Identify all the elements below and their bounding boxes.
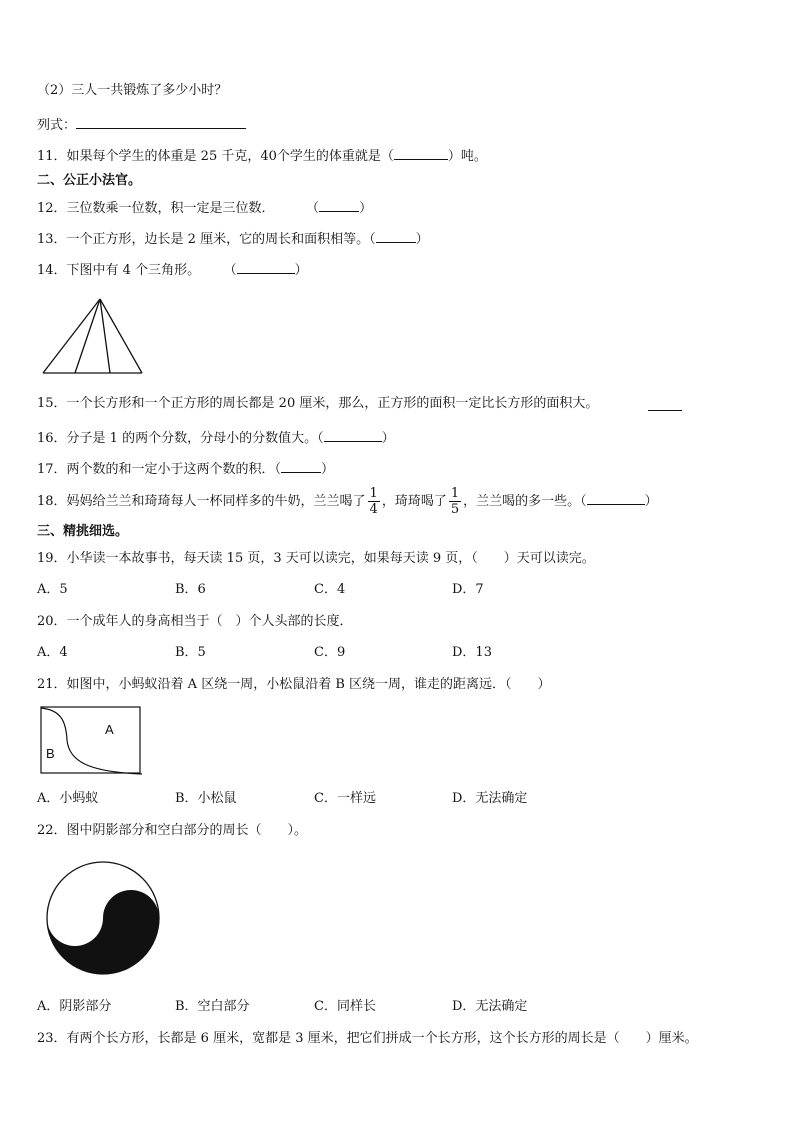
- question-17-text: 17．两个数的和一定小于这两个数的积．（: [37, 462, 282, 477]
- fraction-one-quarter: [368, 486, 380, 517]
- question-17-close: ）: [321, 462, 335, 477]
- q21-option-a[interactable]: A．小蚂蚁: [37, 791, 99, 806]
- section-3-title: 三、精挑细选。: [37, 524, 129, 539]
- region-label-a: A: [105, 722, 114, 737]
- question-14-close: ）: [294, 263, 308, 278]
- q21-option-b[interactable]: B．小松鼠: [175, 791, 237, 806]
- region-figure: [40, 706, 144, 776]
- triangle-inner-line-2: [100, 299, 110, 373]
- q21-option-d[interactable]: D．无法确定: [452, 791, 528, 806]
- question-16-text: 16．分子是 1 的两个分数，分母小的分数值大。（: [37, 431, 324, 446]
- fraction-1-denominator: 4: [369, 502, 378, 517]
- region-divider-curve: [41, 708, 142, 774]
- question-20: 20．一个成年人的身高相当于（ ）个人头部的长度．: [37, 614, 353, 629]
- triangle-left-side: [43, 299, 100, 373]
- q20-option-a[interactable]: A．4: [37, 645, 68, 660]
- shaded-circle-figure: [45, 860, 161, 976]
- question-19: 19．小华读一本故事书，每天读 15 页，3 天可以读完，如果每天读 9 页，（ ）天可以读完。: [37, 551, 595, 566]
- question-17-blank[interactable]: [281, 458, 321, 473]
- triangle-inner-line-1: [75, 299, 100, 373]
- question-18-close: ）: [644, 494, 658, 509]
- question-13-close: ）: [415, 232, 429, 247]
- question-18-part2: ，琦琦喝了: [381, 494, 447, 509]
- question-16-blank[interactable]: [324, 427, 382, 442]
- q20-option-c[interactable]: C．9: [314, 645, 346, 660]
- q19-option-b[interactable]: B．6: [175, 582, 206, 597]
- question-11-text: 11．如果每个学生的体重是 25 千克，40个学生的体重就是（: [37, 149, 394, 164]
- q19-option-c[interactable]: C．4: [314, 582, 346, 597]
- question-12-close: ）: [359, 201, 373, 216]
- question-14: [37, 259, 308, 280]
- question-16: [37, 427, 395, 448]
- question-11-blank[interactable]: [394, 145, 448, 160]
- triangle-figure: [40, 296, 148, 376]
- q22-option-a[interactable]: A．阴影部分: [37, 999, 112, 1014]
- question-15: 15．一个长方形和一个正方形的周长都是 20 厘米，那么，正方形的面积一定比长方形的面积大。: [37, 396, 599, 411]
- formula-label: 列式：: [37, 118, 77, 133]
- question-14-blank[interactable]: [237, 259, 295, 274]
- question-12-blank[interactable]: [319, 197, 359, 212]
- question-12: [37, 197, 372, 218]
- region-label-b: B: [46, 746, 55, 761]
- question-14-open: （: [230, 263, 237, 278]
- question-18-blank[interactable]: [587, 490, 645, 505]
- fraction-one-fifth: [449, 486, 461, 517]
- question-13-blank[interactable]: [376, 228, 416, 243]
- question-12-open: （: [312, 201, 320, 216]
- question-13: [37, 228, 429, 249]
- question-15-blank[interactable]: [648, 396, 682, 411]
- question-13-text: 13．一个正方形，边长是 2 厘米，它的周长和面积相等。（: [37, 232, 376, 247]
- fraction-2-denominator: 5: [450, 502, 460, 517]
- question-16-close: ）: [381, 431, 395, 446]
- question-10-formula: [37, 114, 246, 135]
- q22-option-d[interactable]: D．无法确定: [452, 999, 528, 1014]
- question-18: [37, 484, 658, 520]
- fraction-1-numerator: 1: [369, 486, 378, 501]
- question-21: 21．如图中，小蚂蚁沿着 A 区绕一周，小松鼠沿着 B 区绕一周，谁走的距离远．（ ）: [37, 677, 551, 692]
- question-10-2: （2）三人一共锻炼了多少小时？: [37, 83, 228, 98]
- question-18-part3: ，兰兰喝的多一些。（: [463, 494, 587, 509]
- question-14-text: 14．下图中有 4 个三角形。: [37, 263, 201, 278]
- question-11: [37, 145, 487, 166]
- region-rectangle: [41, 707, 140, 773]
- q22-option-b[interactable]: B．空白部分: [175, 999, 250, 1014]
- triangle-right-side: [100, 299, 142, 373]
- q21-option-c[interactable]: C．一样远: [314, 791, 376, 806]
- question-17: [37, 458, 334, 479]
- question-11-suffix: ）吨。: [447, 149, 487, 164]
- question-23: 23．有两个长方形，长都是 6 厘米，宽都是 3 厘米，把它们拼成一个长方形，这个长方形的周长是（ ）厘米。: [37, 1031, 698, 1046]
- q22-option-c[interactable]: C．同样长: [314, 999, 376, 1014]
- q20-option-b[interactable]: B．5: [175, 645, 206, 660]
- question-22: 22．图中阴影部分和空白部分的周长（ ）。: [37, 823, 308, 838]
- section-2-title: 二、公正小法官。: [37, 173, 142, 188]
- q19-option-d[interactable]: D．7: [452, 582, 484, 597]
- fraction-2-numerator: 1: [450, 486, 460, 501]
- q20-option-d[interactable]: D．13: [452, 645, 492, 660]
- question-18-part1: 18．妈妈给兰兰和琦琦每人一杯同样多的牛奶，兰兰喝了: [37, 494, 366, 509]
- q19-option-a[interactable]: A．5: [37, 582, 68, 597]
- question-12-text: 12．三位数乘一位数，积一定是三位数．: [37, 201, 275, 216]
- formula-answer-blank[interactable]: [76, 114, 246, 129]
